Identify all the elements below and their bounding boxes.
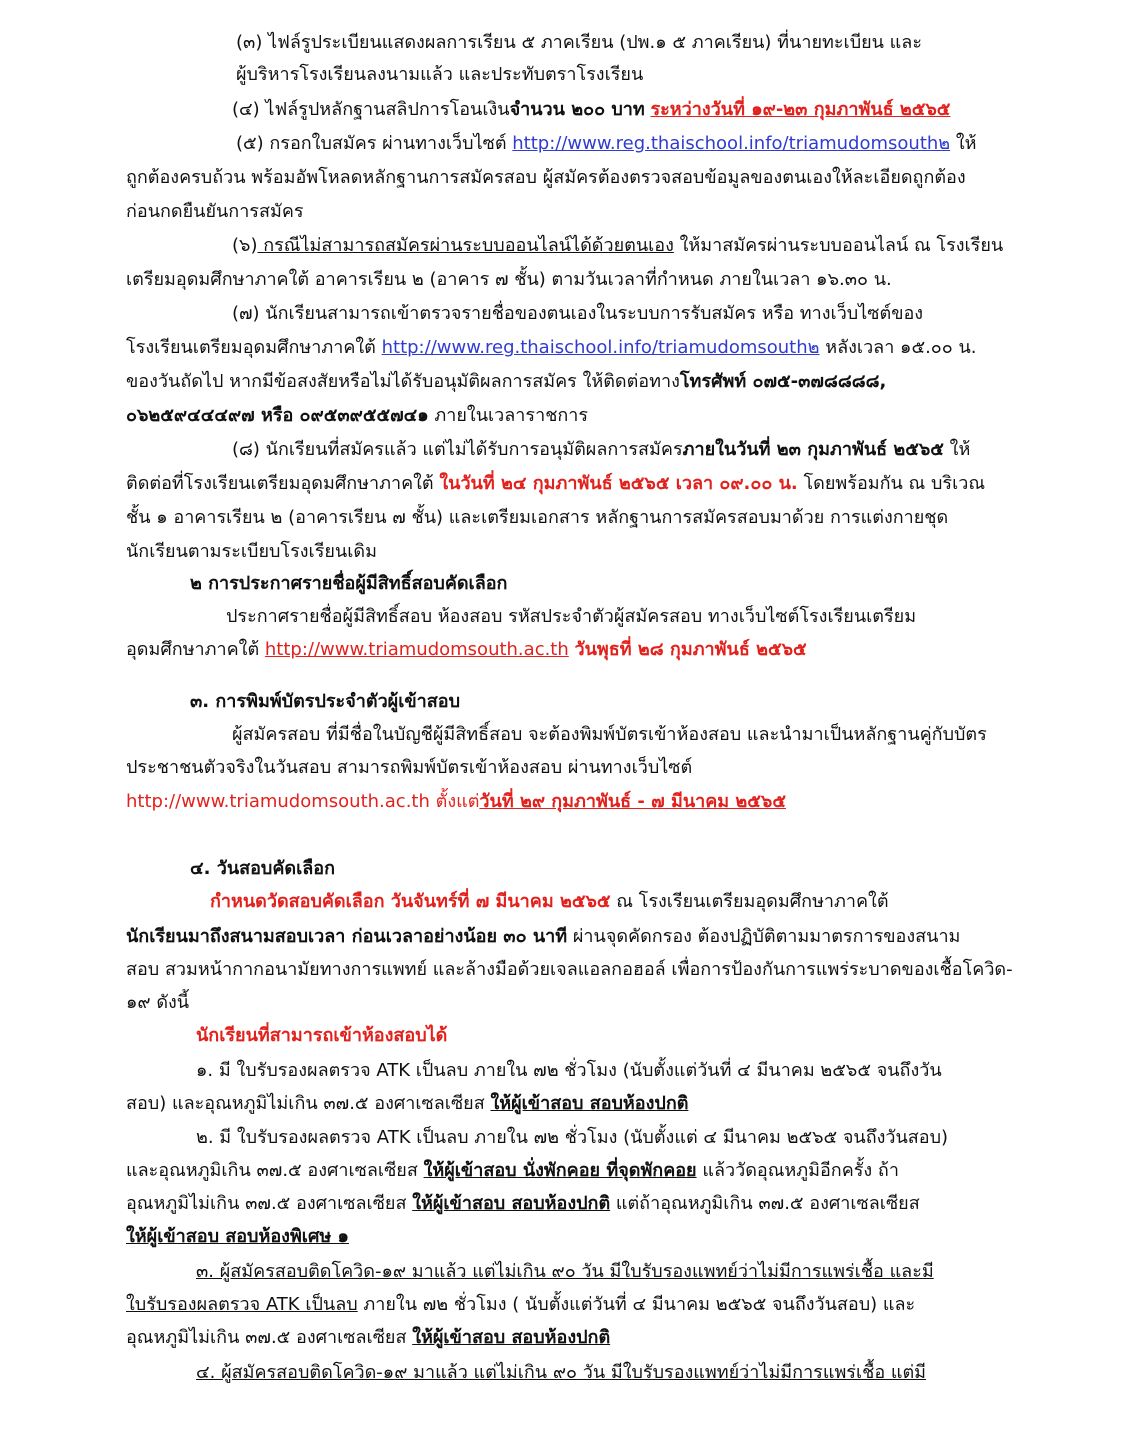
section4-line3: สอบ สวมหน้ากากอนามัยทางการแพทย์ และล้างมือด้วยเจลแอลกอฮอล์ เพื่อการป้องกันการแพร่ระบาดของเชื้อโควิด- bbox=[126, 959, 1013, 980]
section2-line1: ประกาศรายชื่อผู้มีสิทธิ์สอบ ห้องสอบ รหัสประจำตัวผู้สมัครสอบ ทางเว็บไซต์โรงเรียนเตรียม bbox=[226, 606, 917, 627]
section3-since: ตั้งแต่ bbox=[435, 791, 480, 812]
item6-line1 bbox=[232, 233, 1003, 259]
case3-line2 bbox=[126, 1292, 915, 1318]
item4-line bbox=[232, 97, 950, 123]
case2-line1: ๒. มี ใบรับรองผลตรวจ ATK เป็นลบ ภายใน ๗๒ ชั่วโมง (นับตั้งแต่ ๔ มีนาคม ๒๕๖๕ จนถึงวันสอบ) bbox=[196, 1127, 949, 1148]
section3-heading: ๓. การพิมพ์บัตรประจำตัวผู้เข้าสอบ bbox=[190, 691, 461, 712]
case3-result: ให้ผู้เข้าสอบ สอบห้องปกติ bbox=[412, 1327, 611, 1348]
item5-line2: ถูกต้องครบถ้วน พร้อมอัพโหลดหลักฐานการสมัครสอบ ผู้สมัครต้องตรวจสอบข้อมูลของตนเองให้ละเอียดถูกต้อง bbox=[126, 167, 966, 188]
case3-line3 bbox=[126, 1325, 610, 1351]
item7-contact-text: ของวันถัดไป หากมีข้อสงสัยหรือไม่ได้รับอนุมัติผลการสมัคร ให้ติดต่อทาง bbox=[126, 371, 680, 392]
item7-phone-numbers: ๐๖๒๕๙๔๔๔๙๗ หรือ ๐๙๕๓๙๕๕๗๔๑ bbox=[126, 405, 429, 426]
section4-heading: ๔. วันสอบคัดเลือก bbox=[190, 858, 335, 879]
section3-line1: ผู้สมัครสอบ ที่มีชื่อในบัญชีผู้มีสิทธิ์สอบ จะต้องพิมพ์บัตรเข้าห้องสอบ และนำมาเป็นหลักฐานคู่กับบัตร bbox=[232, 724, 987, 745]
screening-text: ผ่านจุดคัดกรอง ต้องปฏิบัติตามมาตรการของสนาม bbox=[572, 926, 961, 947]
exam-venue: ณ โรงเรียนเตรียมอุดมศึกษาภาคใต้ bbox=[616, 891, 889, 912]
case1-temp: สอบ) และอุณหภูมิไม่เกิน ๓๗.๕ องศาเซลเซียส bbox=[126, 1093, 485, 1114]
item5-suffix: ให้ bbox=[955, 133, 977, 154]
case2-waiting: ให้ผู้เข้าสอบ นั่งพักคอย ที่จุดพักคอย bbox=[423, 1160, 697, 1181]
item8-date: ในวันที่ ๒๔ กุมภาพันธ์ ๒๕๖๕ เวลา ๐๙.๐๐ น. bbox=[439, 473, 798, 494]
item4-amount: จำนวน ๒๐๐ บาท bbox=[509, 99, 645, 120]
section4-line1 bbox=[210, 889, 889, 915]
item7-hours: ภายในเวลาราชการ bbox=[434, 405, 589, 426]
item7-school: โรงเรียนเตรียมอุดมศึกษาภาคใต้ bbox=[126, 337, 376, 358]
case4-line1: ๔. ผู้สมัครสอบติดโควิด-๑๙ มาแล้ว แต่ไม่เกิน ๙๐ วัน มีใบรับรองแพทย์ว่าไม่มีการแพร่เชื้อ แต่มี bbox=[196, 1362, 927, 1383]
item7-line2 bbox=[126, 335, 977, 361]
section4-line2 bbox=[126, 924, 960, 950]
item8-suffix: ให้ bbox=[949, 439, 971, 460]
item4-date: ระหว่างวันที่ ๑๙-๒๓ กุมภาพันธ์ ๒๕๖๕ bbox=[650, 99, 951, 120]
print-card-link[interactable]: http://www.triamudomsouth.ac.th bbox=[126, 791, 430, 812]
item6-line2: เตรียมอุดมศึกษาภาคใต้ อาคารเรียน ๒ (อาคาร ๗ ชั้น) ตามวันเวลาที่กำหนด ภายในเวลา ๑๖.๓๐ น. bbox=[126, 269, 892, 290]
item5-line3: ก่อนกดยืนยันการสมัคร bbox=[126, 201, 304, 222]
section4-subheading: นักเรียนที่สามารถเข้าห้องสอบได้ bbox=[196, 1025, 448, 1046]
item7-line4 bbox=[126, 403, 588, 429]
section3-line3 bbox=[126, 789, 786, 815]
item8-deadline: ภายในวันที่ ๒๓ กุมภาพันธ์ ๒๕๖๕ bbox=[682, 439, 944, 460]
item6-text: ให้มาสมัครผ่านระบบออนไลน์ ณ โรงเรียน bbox=[679, 235, 1004, 256]
item8-contact: ติดต่อที่โรงเรียนเตรียมอุดมศึกษาภาคใต้ bbox=[126, 473, 434, 494]
item8-line4: นักเรียนตามระเบียบโรงเรียนเดิม bbox=[126, 541, 377, 562]
case2-line2 bbox=[126, 1158, 899, 1184]
case1-line2 bbox=[126, 1091, 688, 1117]
arrival-time: นักเรียนมาถึงสนามสอบเวลา ก่อนเวลาอย่างน้อย ๓๐ นาที bbox=[126, 926, 568, 947]
item5-line1 bbox=[236, 131, 977, 157]
section4-line4: ๑๙ ดังนี้ bbox=[126, 992, 190, 1013]
section3-line2: ประชาชนตัวจริงในวันสอบ สามารถพิมพ์บัตรเข้าห้องสอบ ผ่านทางเว็บไซต์ bbox=[126, 757, 693, 778]
announcement-link[interactable]: http://www.triamudomsouth.ac.th bbox=[264, 639, 569, 660]
registration-link[interactable]: http://www.reg.thaischool.info/triamudomsouth๒ bbox=[512, 133, 951, 154]
item7-line3 bbox=[126, 369, 886, 395]
case2-normal-room: ให้ผู้เข้าสอบ สอบห้องปกติ bbox=[412, 1193, 611, 1214]
section2-date: วันพุธที่ ๒๘ กุมภาพันธ์ ๒๕๖๕ bbox=[574, 639, 807, 660]
section2-heading: ๒ การประกาศรายชื่อผู้มีสิทธิ์สอบคัดเลือก bbox=[190, 573, 508, 594]
exam-date: กำหนดวัดสอบคัดเลือก วันจันทร์ที่ ๗ มีนาคม ๒๕๖๕ bbox=[210, 891, 611, 912]
item8-line1 bbox=[232, 437, 970, 463]
case3-line1: ๓. ผู้สมัครสอบติดโควิด-๑๙ มาแล้ว แต่ไม่เกิน ๙๐ วัน มีใบรับรองแพทย์ว่าไม่มีการแพร่เชื้อ และมี bbox=[196, 1261, 934, 1282]
item6-number: (๖) bbox=[232, 235, 258, 256]
item5-text: (๕) กรอกใบสมัคร ผ่านทางเว็บไซต์ bbox=[236, 133, 507, 154]
case3-temp: อุณหภูมิไม่เกิน ๓๗.๕ องศาเซลเซียส bbox=[126, 1327, 407, 1348]
item4-text: (๔) ไฟล์รูปหลักฐานสลิปการโอนเงิน bbox=[232, 99, 510, 120]
case1-result: ให้ผู้เข้าสอบ สอบห้องปกติ bbox=[490, 1093, 689, 1114]
item3-line2: ผู้บริหารโรงเรียนลงนามแล้ว และประทับตราโรงเรียน bbox=[236, 64, 644, 85]
status-check-link[interactable]: http://www.reg.thaischool.info/triamudomsouth๒ bbox=[381, 337, 820, 358]
item8-line3: ชั้น ๑ อาคารเรียน ๒ (อาคารเรียน ๗ ชั้น) และเตรียมเอกสาร หลักฐานการสมัครสอบมาด้วย การแต่งกายชุด bbox=[126, 507, 949, 528]
case1-line1: ๑. มี ใบรับรองผลตรวจ ATK เป็นลบ ภายใน ๗๒ ชั่วโมง (นับตั้งแต่วันที่ ๔ มีนาคม ๒๕๖๕ จนถึงวัน bbox=[196, 1060, 942, 1081]
item8-text: (๘) นักเรียนที่สมัครแล้ว แต่ไม่ได้รับการอนุมัติผลการสมัคร bbox=[232, 439, 683, 460]
item7-line1: (๗) นักเรียนสามารถเข้าตรวจรายชื่อของตนเองในระบบการรับสมัคร หรือ ทางเว็บไซต์ของ bbox=[232, 303, 924, 324]
case2-temp: และอุณหภูมิเกิน ๓๗.๕ องศาเซลเซียส bbox=[126, 1160, 418, 1181]
item3-line1: (๓) ไฟล์รูประเบียนแสดงผลการเรียน ๕ ภาคเรียน (ปพ.๑ ๕ ภาคเรียน) ที่นายทะเบียน และ bbox=[236, 32, 922, 53]
section2-school: อุดมศึกษาภาคใต้ bbox=[126, 639, 260, 660]
case2-temp-ok: อุณหภูมิไม่เกิน ๓๗.๕ องศาเซลเซียส bbox=[126, 1193, 407, 1214]
case2-line3 bbox=[126, 1191, 920, 1217]
section3-date: วันที่ ๒๙ กุมภาพันธ์ - ๗ มีนาคม ๒๕๖๕ bbox=[479, 791, 786, 812]
section2-line2 bbox=[126, 637, 807, 663]
item7-phone: โทรศัพท์ ๐๗๕-๓๗๘๘๘๘, bbox=[679, 371, 887, 392]
item6-underlined: กรณีไม่สามารถสมัครผ่านระบบออนไลน์ได้ด้วยตนเอง bbox=[257, 235, 674, 256]
item7-time: หลังเวลา ๑๕.๐๐ น. bbox=[825, 337, 977, 358]
item8-place: โดยพร้อมกัน ณ บริเวณ bbox=[803, 473, 986, 494]
case3-period: ภายใน ๗๒ ชั่วโมง ( นับตั้งแต่วันที่ ๔ มีนาคม ๒๕๖๕ จนถึงวันสอบ) และ bbox=[363, 1294, 916, 1315]
item8-line2 bbox=[126, 471, 985, 497]
case2-recheck: แล้ววัดอุณหภูมิอีกครั้ง ถ้า bbox=[702, 1160, 899, 1181]
case3-atk: ใบรับรองผลตรวจ ATK เป็นลบ bbox=[126, 1294, 358, 1315]
case2-line4: ให้ผู้เข้าสอบ สอบห้องพิเศษ ๑ bbox=[126, 1226, 349, 1247]
case2-temp-high: แต่ถ้าอุณหภูมิเกิน ๓๗.๕ องศาเซลเซียส bbox=[615, 1193, 920, 1214]
